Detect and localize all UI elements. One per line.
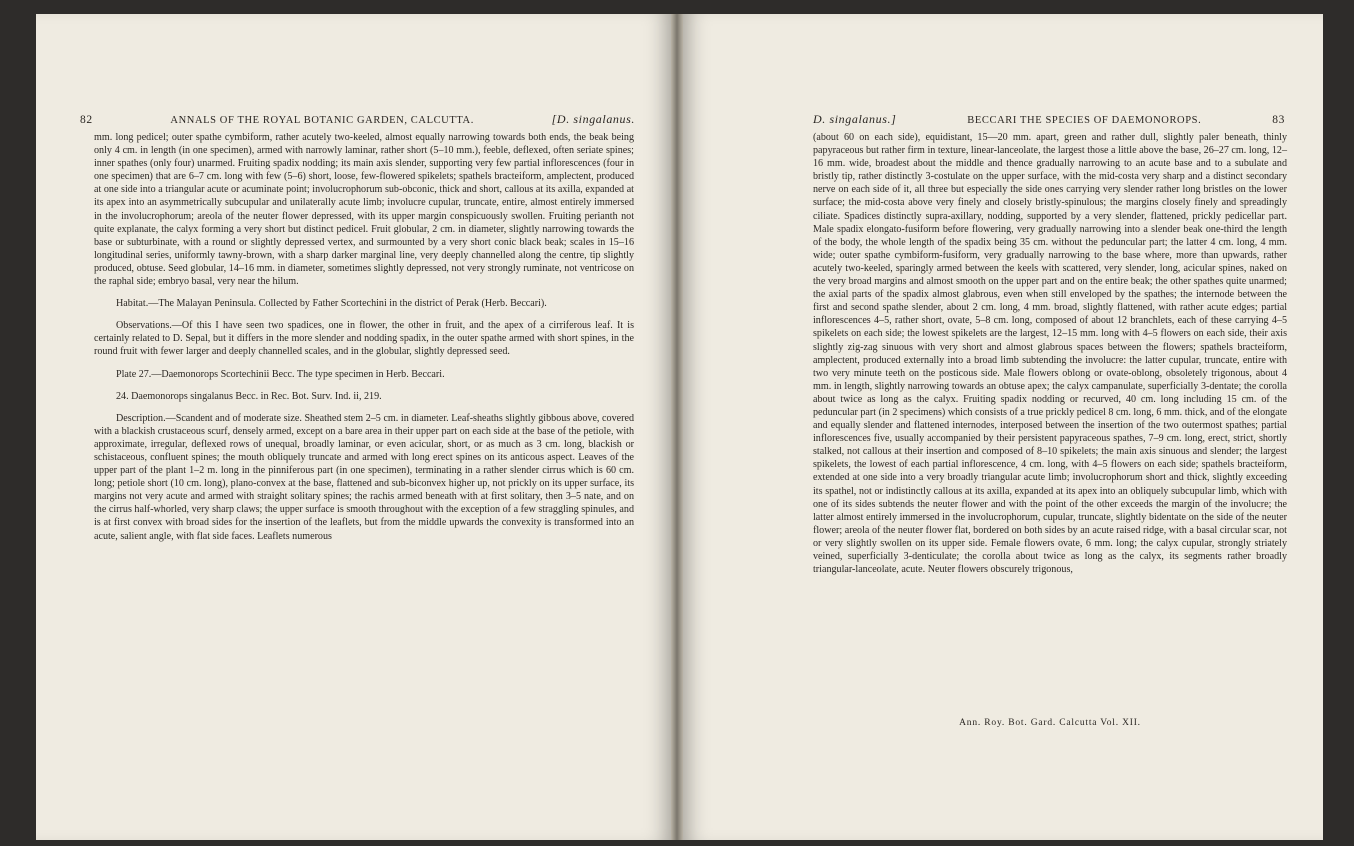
right-page-number: 83 (1272, 114, 1285, 126)
paragraph: (about 60 on each side), equidistant, 15—20 mm. apart, green and rather dull, slightly paler beneath, thinly papyraceous but rather firm in texture, linear-lanceolate, the largest those a little above the base, 26–27 cm. long, 12–16 mm. wide, broadest about the middle and thence gradually narrowing to an acute base and to a subulate and bristly tip, rather distinctly 3-costulate on the upper surface, with the mid-costa very sharp and a distinct secondary nerve on each side of it, all three but especially the side ones carrying very slender rather long bristles on the lower surface; the mid-costa above very finely and closely bristly-spinulous; the margins closely finely and spreadingly ciliate. Spadices distinctly supra-axillary, nodding, supported by a very slender, flattened, prickly pedicellar part. Male spadix elongato-fusiform before flowering, very gradually narrowing into a slender beak one-third the length of the body, the whole length of the spadix being 35 cm. without the peduncular part; the latter 4 cm. long, 4 mm. wide; outer spathe cymbiform-fusiform, very gradually narrowing to the base where, more than upwards, rather acutely two-keeled, sparingly armed between the keels with scattered, very slender, long, acicular spines, naked on the very broad margins and almost smooth on the upper part and on the entire beak; the other spathes quite unarmed; the axial parts of the spadix almost glabrous, even when still enveloped by the spathes; the internode between the first and second spathe slender, about 2 cm. long, 4 mm. broad, slightly flattened, with rather acute edges; partial inflorescences 4–5, rather short, ovate, 5–8 cm. long, composed of about 12 branchlets, each of these carrying 4–5 spikelets on each side; the lowest spikelets are the largest, 12–15 mm. long with 4–5 flowers on each side, their axis slightly zig-zag sinuous with very short and almost glabrous spaces between the flowers; spathels bracteiform, amplectent, produced externally into a broad limb subtending the involucre: the latter cupular, truncate, entire with two very minute teeth on the posticous side. Male flowers oblong or ovate-oblong, obsoletely trigonous, about 4 mm. in length, slightly narrowing towards an obtuse apex; the calyx campanulate, superficially 3-dentate; the corolla about twice as long as the calyx. Fruiting spadix nodding or recurved, 40 cm. long including 15 cm. of the peduncular part (in 2 specimens) which consists of a true prickly pedicel 8 cm. long, 6 mm. thick, and of the elongate and equally slender and flattened internodes, interposed between the insertion of the two outermost spathes; partial inflorescences five, usually accompanied by their persistent papyraceous spathes, 7–9 cm. long, erect, strict, shortly stalked, not callous at their insertion and composed of 8–10 spikelets; the main axis sinuous and slender; the largest spikelets, the lowest of each partial inflorescence, 4 cm. long, with 4–5 flowers on each side; spathels bracteiform, extended at one side into a very broadly triangular acute limb; involucrophorum short and thick, slightly exceeding its spathel, not or indistinctly callous at its axilla, expanded at its apex into an obliquely subcupular limb, which with one of its sides subtends the neuter flower and with the point of the other exceeds the margin of the involucre; the latter almost entirely immersed in the involucrophorum, cupular, truncate, slightly bidentate on the side of the neuter flower; areola of the neuter flower flat, bordered on both sides by an acute raised ridge, with a basal circular scar, not or very slightly swollen on its upper side. Female flowers ovate, 6 mm. long; the calyx cupular, strongly striately veined, superficially 3-denticulate; the corolla about twice as long as the calyx, its segments rather broadly triangular-lanceolate, acute. Neuter flowers obscurely trigonous, (813, 132, 1287, 576)
paragraph: Description.—Scandent and of moderate size. Sheathed stem 2–5 cm. in diameter. Leaf-sheaths slightly gibbous above, covered with a blackish crustaceous scurf, densely armed, except on a bare area in their upper part on each side at the base of the petiole, with approximate, irregular, deflexed rows of unequal, broadly laminar, or even acicular, short, or as much as 3 cm. long, blackish or schistaceous, confluent spines; the mouth obliquely truncate and armed with long erect spines on its anticous aspect. Leaves of the upper part of the plant 1–2 m. long in the pinniferous part (in one specimen), terminating in a rather slender cirrus which is 60 cm. long; petiole short (10 cm. long), plano-convex at the base, flattened and sub-biconvex higher up, not prickly on its upper surface, its margins not very acute and armed with straight solitary spines; the rachis armed beneath with at first solitary, then 3–5 nate, and on the cirrus half-whorled, very sharp claws; the upper surface is smooth throughout with the exception of a few straggling spinules, and is at first convex with broad sides for the insertion of the leaflets, but from the middle upwards the convexity is transformed into an acute, salient angle, with flat side faces. Leaflets numerous (94, 412, 634, 542)
left-running-title: ANNALS OF THE ROYAL BOTANIC GARDEN, CALCUTTA. (170, 115, 474, 126)
paragraph: mm. long pedicel; outer spathe cymbiform, rather acutely two-keeled, almost equally narrowing towards both ends, the beak being only 4 cm. in length (in one specimen), armed with narrowly laminar, rather short (5–10 mm.), feeble, deflexed, often seriate spines; inner spathes (only four) unarmed. Fruiting spadix nodding; its main axis slender, supporting very few partial inflorescences (four in one specimen) that are 6–7 cm. long with few (5–6) short, loose, few-flowered spikelets; spathels bracteiform, amplectent, produced at one side into a triangular acute or acuminate point; involucrophorum sub-obconic, thick and short, callous at its axilla, expanded at its apex into an asymmetrically subcupular and unilaterally acute limb; involucre cupular, truncate, entire, almost entirely immersed in the involucrophorum; areola of the neuter flower depressed, with its upper margin conspicuously swollen. Fruiting perianth not quite explanate, the calyx forming a very short but distinct pedicel. Fruit globular, 2 cm. in diameter, slightly narrowing towards the base or subturbinate, with a round or slightly depressed vertex, and surmounted by a very short conic black beak; scales in 15–16 longitudinal series, uniformly tawny-brown, with a sharp darker marginal line, very deeply channelled along the centre, tip slightly produced, obtuse. Seed globular, 14–16 mm. in diameter, sometimes slightly depressed, not very strongly ruminate, not ventricose on the raphal side; embryo basal, very near the hilum. (94, 132, 634, 288)
book-gutter (671, 14, 683, 840)
species-heading: 24. Daemonorops singalanus Becc. in Rec. Bot. Surv. Ind. ii, 219. (116, 390, 382, 402)
page-footer: Ann. Roy. Bot. Gard. Calcutta Vol. XII. (959, 718, 1141, 728)
left-page (36, 14, 671, 840)
left-species-tag: [D. singalanus. (551, 112, 635, 126)
paragraph: Observations.—Of this I have seen two spadices, one in flower, the other in fruit, and the apex of a cirriferous leaf. It is certainly related to D. Sepal, but it differs in the more slender and nodding spadix, in the outer spathe armed with short spines, in the round fruit with fewer larger and deeply channelled scales, and in the globular, slightly depressed seed. (94, 320, 634, 358)
left-running-head (80, 112, 635, 127)
right-body-text (813, 131, 1287, 585)
right-page (683, 14, 1323, 840)
right-running-head (813, 112, 1285, 127)
paragraph: Plate 27.—Daemonorops Scortechinii Becc. The type specimen in Herb. Beccari. (116, 368, 445, 380)
left-body-text (94, 131, 634, 552)
right-species-tag: D. singalanus.] (813, 112, 897, 126)
left-page-number: 82 (80, 114, 93, 126)
paragraph: Habitat.—The Malayan Peninsula. Collected by Father Scortechini in the district of Perak (Herb. Beccari). (116, 298, 547, 310)
right-running-title: BECCARI THE SPECIES OF DAEMONOROPS. (967, 115, 1202, 126)
